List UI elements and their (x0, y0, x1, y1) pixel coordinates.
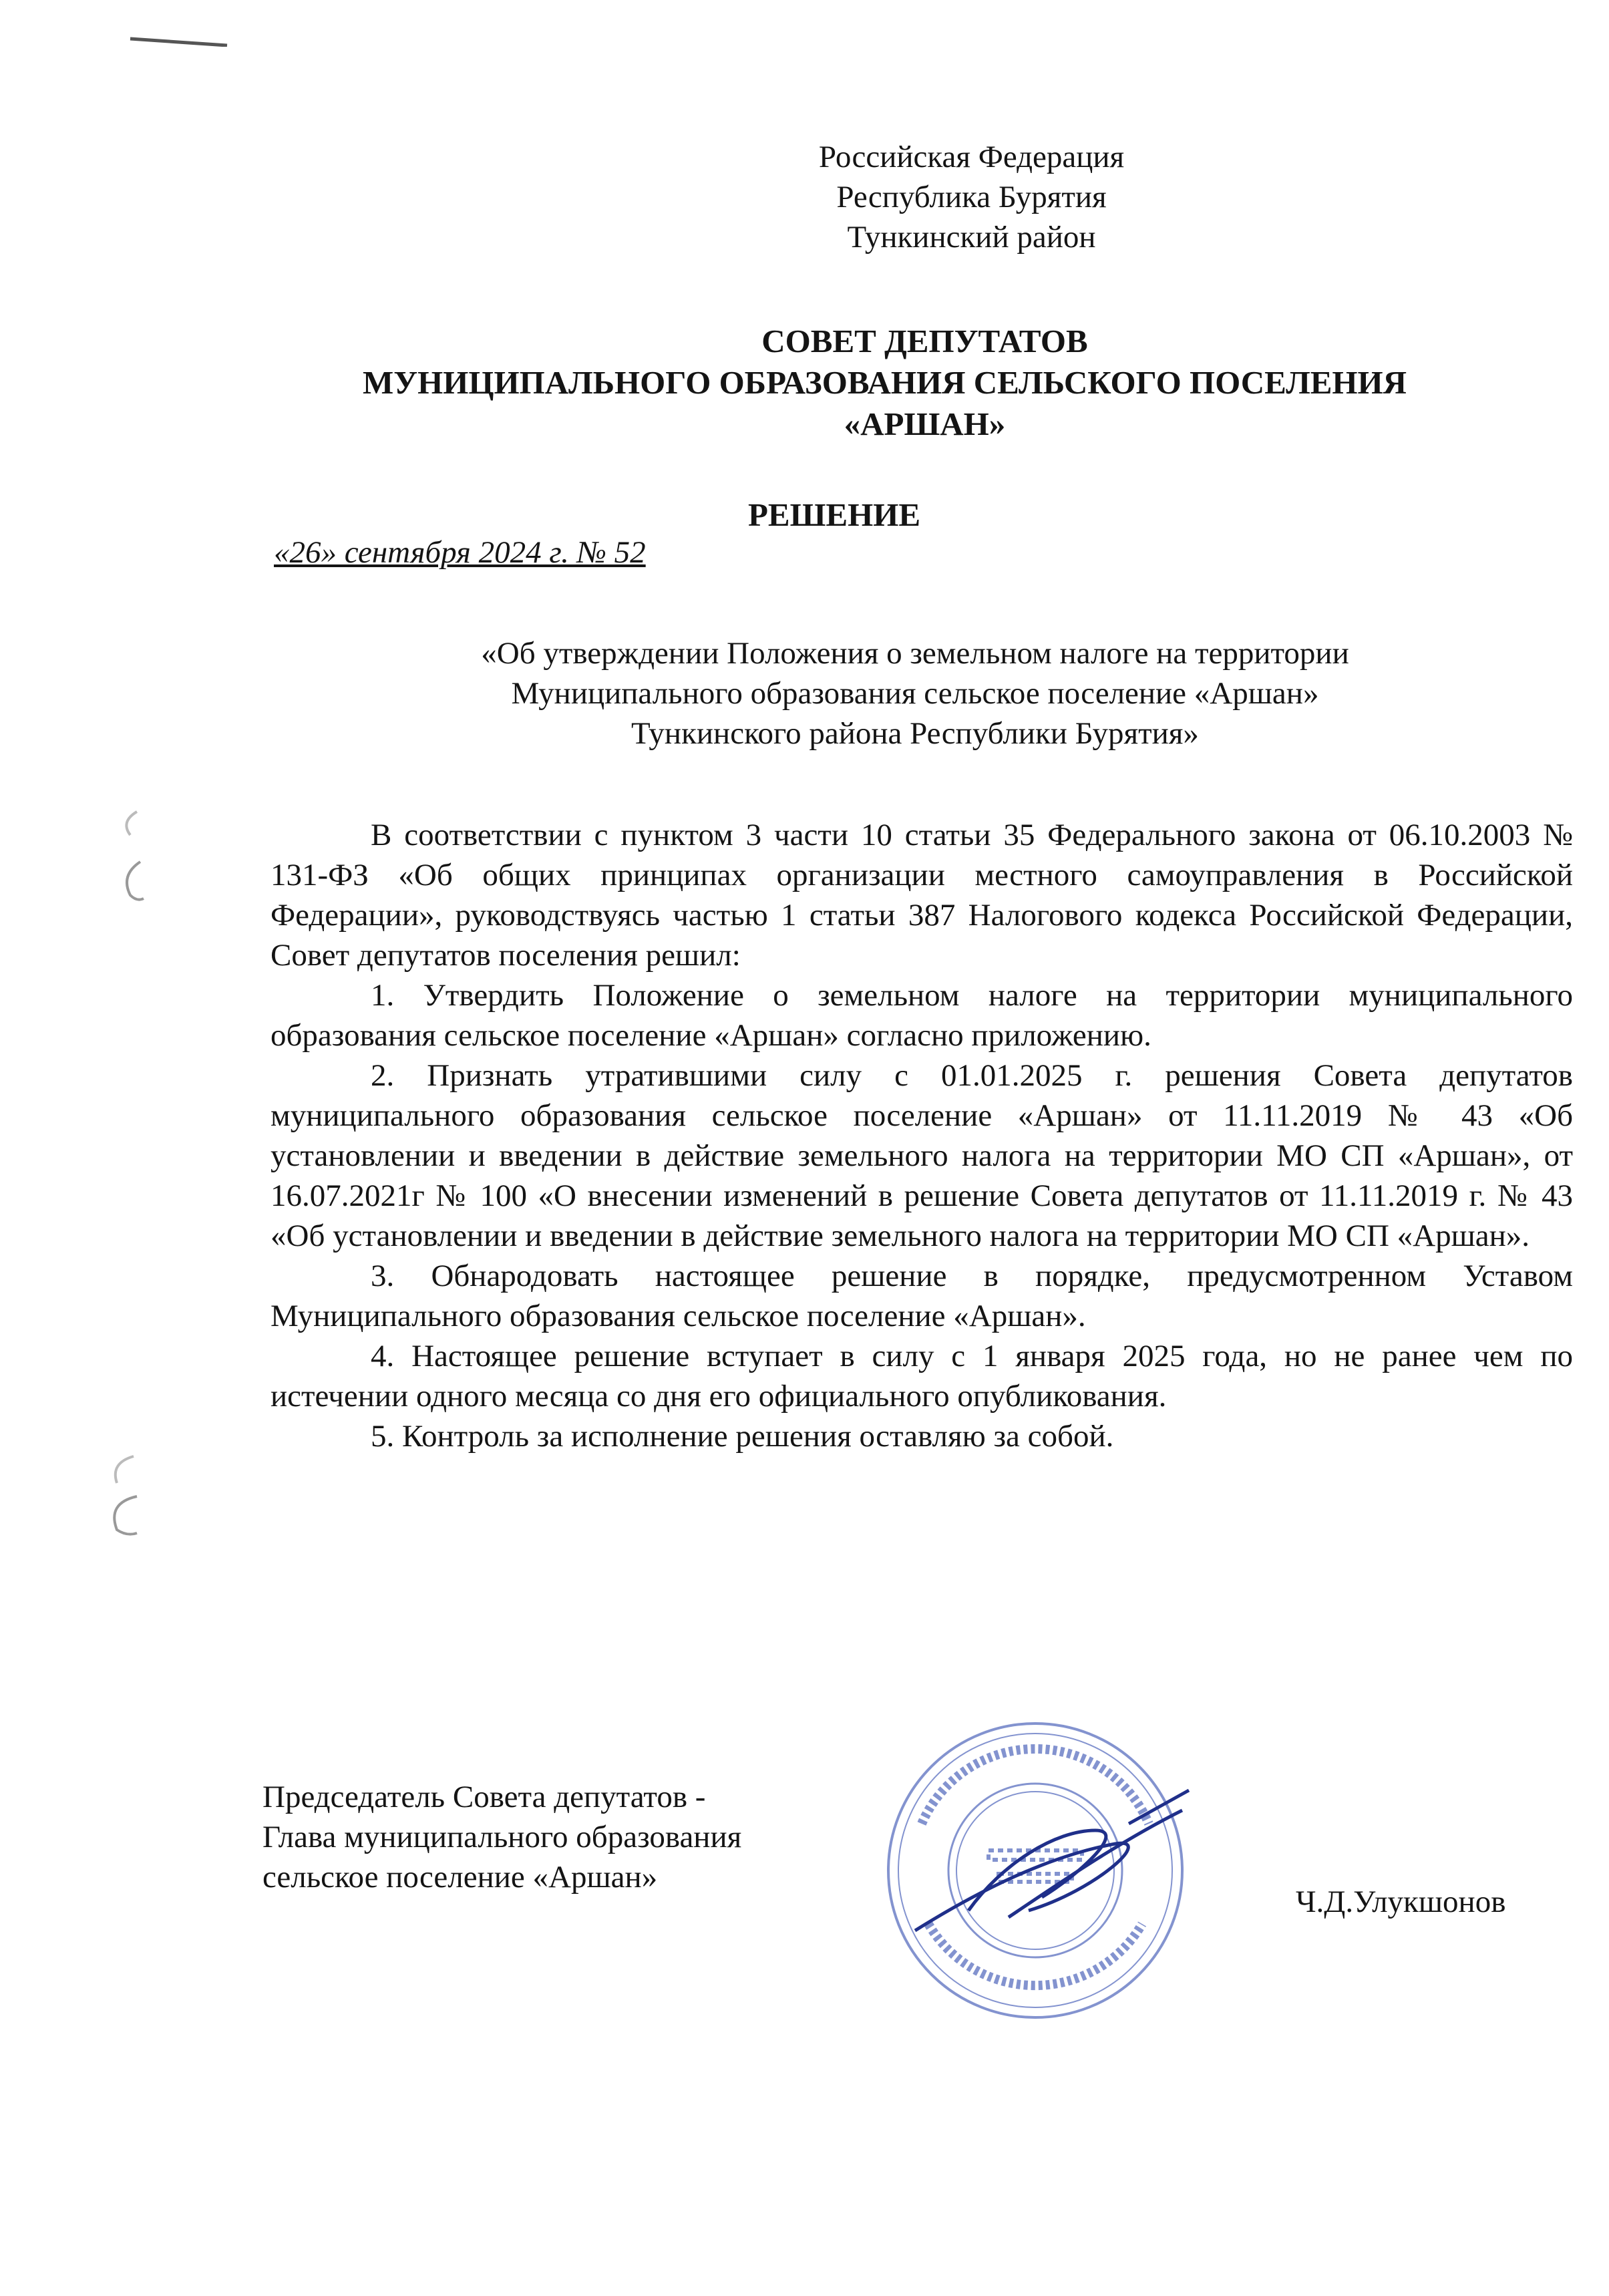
council-line-1: СОВЕТ ДЕПУТАТОВ (761, 323, 1088, 359)
subject-line-3: Тункинского района Республики Бурятия» (631, 716, 1199, 751)
republic-line: Республика Бурятия (836, 180, 1107, 214)
document-header (0, 137, 1609, 257)
decision-body (271, 815, 1573, 1456)
official-stamp (875, 1710, 1196, 2031)
item-2: 2. Признать утратившими силу с 01.01.2025 г. решения Совета депутатов муниципального образования сельское поселение «Аршан» от 11.11.2019 № 43 «Об установлении и введении в действие земельного налога на территории МО СП «Аршан», от 16.07.2021г № 100 «О внесении изменений в решение Совета депутатов от 11.11.2019 г. № 43 «Об установлении и введении в действие земельного налога на территории МО СП «Аршан». (271, 1058, 1573, 1253)
signature-mark (915, 1790, 1189, 1931)
council-line-2: МУНИЦИПАЛЬНОГО ОБРАЗОВАНИЯ СЕЛЬСКОГО ПОСЕЛЕНИЯ (362, 364, 1407, 401)
country-line: Российская Федерация (818, 140, 1125, 174)
signer-title-line-2: Глава муниципального образования (262, 1820, 742, 1854)
signer-name: Ч.Д.Улукшонов (1296, 1884, 1506, 1919)
scan-mark-top-left (127, 20, 234, 47)
item-3: 3. Обнародовать настоящее решение в порядке, предусмотренном Уставом Муниципального образования сельское поселение «Аршан». (271, 1259, 1573, 1333)
item-5: 5. Контроль за исполнение решения оставляю за собой. (371, 1419, 1114, 1454)
signer-title-line-3: сельское поселение «Аршан» (262, 1860, 658, 1895)
district-line: Тункинский район (847, 220, 1096, 255)
item-4: 4. Настоящее решение вступает в силу с 1 января 2025 года, но не ранее чем по истечении одного месяца со дня его официального опубликования. (271, 1339, 1573, 1414)
decision-subject (334, 633, 1496, 754)
decision-date-number: «26» сентября 2024 г. № 52 (274, 535, 646, 570)
decision-title: РЕШЕНИЕ (748, 496, 921, 533)
item-1: 1. Утвердить Положение о земельном налоге на территории муниципального образования сельское поселение «Аршан» согласно приложению. (271, 978, 1573, 1053)
subject-line-1: «Об утверждении Положения о земельном налоге на территории (481, 636, 1349, 671)
council-title (0, 321, 1609, 445)
subject-line-2: Муниципального образования сельское поселение «Аршан» (511, 676, 1319, 711)
signer-title (262, 1777, 741, 1897)
council-line-3: «АРШАН» (844, 405, 1006, 442)
punch-hole-marks-upper (110, 802, 150, 909)
punch-hole-marks-lower (100, 1450, 147, 1543)
preamble: В соответствии с пунктом 3 части 10 статьи 35 Федерального закона от 06.10.2003 № 131-ФЗ «Об общих принципах организации местного самоуправления в Российской Федерации», руководствуясь частью 1 статьи 387 Налогового кодекса Российской Федерации, Совет депутатов поселения решил: (271, 818, 1573, 973)
signer-title-line-1: Председатель Совета депутатов - (262, 1780, 706, 1814)
